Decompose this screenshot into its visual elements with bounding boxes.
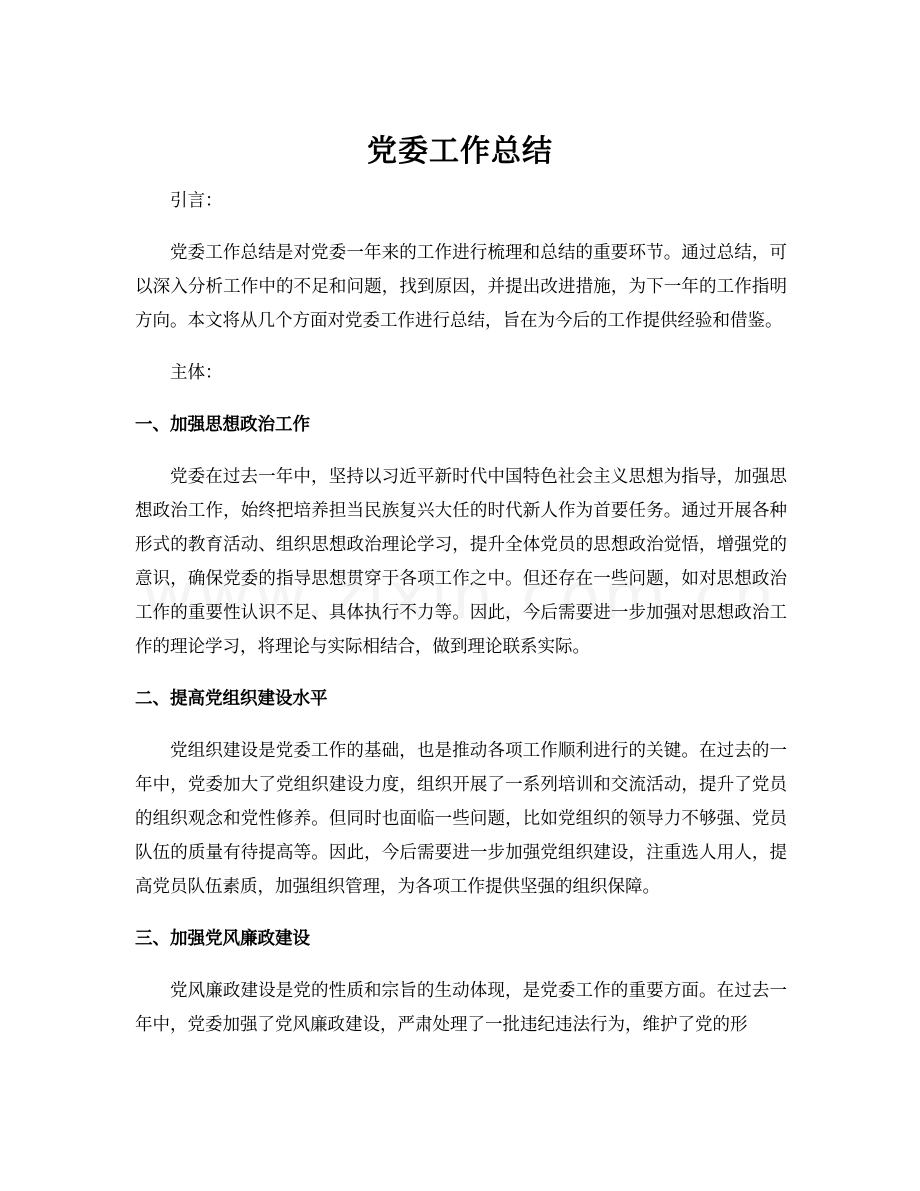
- document-title: 党委工作总结: [367, 134, 553, 170]
- section-paragraph-1: 党委在过去一年中，坚持以习近平新时代中国特色社会主义思想为指导，加强思想政治工作，始终把培养担当民族复兴大任的时代新人作为首要任务。通过开展各种形式的教育活动、组织思想政治理论学习，提升全体党员的思想政治觉悟，增强党的意识，确保党委的指导思想贯穿于各项工作之中。但还存在一些问题，如对思想政治工作的重要性认识不足、具体执行不力等。因此，今后需要进一步加强对思想政治工作的理论学习，将理论与实际相结合，做到理论联系实际。: [135, 467, 787, 657]
- section-heading-3: 三、加强党风廉政建设: [135, 929, 310, 949]
- section-heading-2: 二、提高党组织建设水平: [135, 689, 328, 709]
- section-heading-1: 一、加强思想政治工作: [135, 415, 310, 435]
- intro-paragraph: 党委工作总结是对党委一年来的工作进行梳理和总结的重要环节。通过总结，可以深入分析工作中的不足和问题，找到原因，并提出改进措施，为下一年的工作指明方向。本文将从几个方面对党委工作进行总结，旨在为今后的工作提供经验和借鉴。: [135, 243, 787, 331]
- section-paragraph-3: 党风廉政建设是党的性质和宗旨的生动体现，是党委工作的重要方面。在过去一年中，党委加强了党风廉政建设，严肃处理了一批违纪违法行为，维护了党的形: [135, 981, 787, 1035]
- document-body: [135, 184, 787, 1060]
- body-label: 主体：: [170, 363, 223, 383]
- intro-label: 引言：: [170, 191, 223, 211]
- section-paragraph-2: 党组织建设是党委工作的基础，也是推动各项工作顺利进行的关键。在过去的一年中，党委加大了党组织建设力度，组织开展了一系列培训和交流活动，提升了党员的组织观念和党性修养。但同时也面临一些问题，比如党组织的领导力不够强、党员队伍的质量有待提高等。因此，今后需要进一步加强党组织建设，注重选人用人，提高党员队伍素质，加强组织管理，为各项工作提供坚强的组织保障。: [135, 741, 787, 897]
